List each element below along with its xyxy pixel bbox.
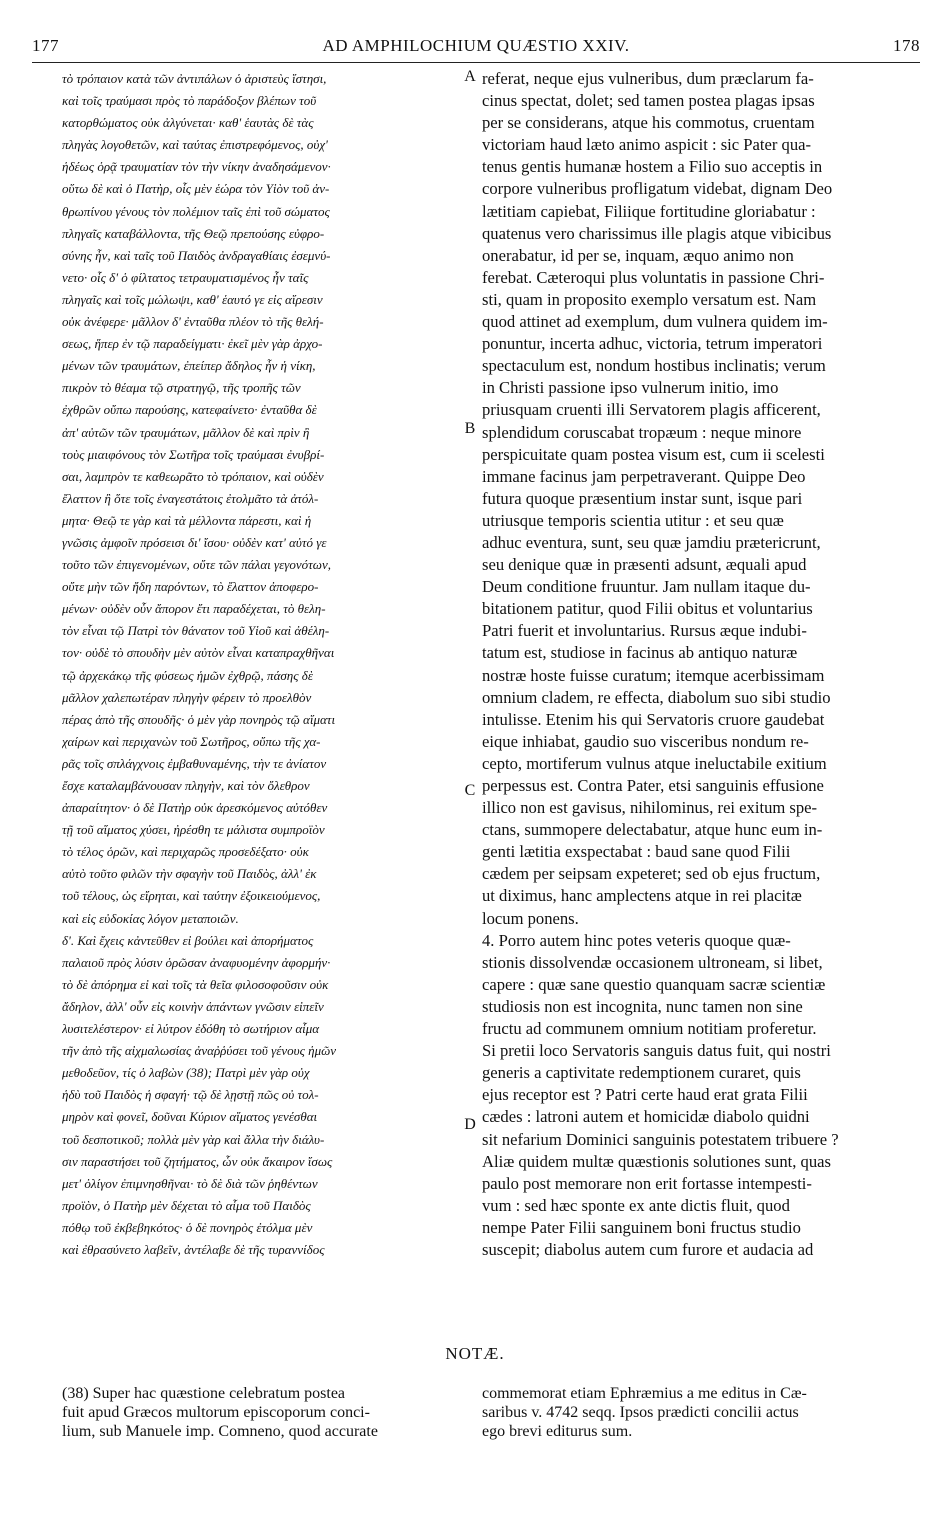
greek-text-line: αὐτὸ τοῦτο φιλῶν τὴν σφαγὴν τοῦ Παιδὸς, ἀλλ' ἐκ bbox=[62, 866, 317, 882]
greek-text-line: ἄδηλον, ἀλλ' οὖν εἰς κοινὴν ἁπάντων γνῶσιν εἰπεῖν bbox=[62, 998, 324, 1014]
note-text-line: lium, sub Manuele imp. Comneno, quod accurate bbox=[62, 1423, 378, 1440]
latin-text-line: victoriam haud læto animo aspicit : sic Pater qua- bbox=[482, 135, 812, 155]
greek-text-line: τοῦ τέλους, ὡς εἴρηται, καὶ ταύτην ἐξοικειούμενος, bbox=[62, 888, 321, 904]
latin-text-line: utriusque temporis scientia utitur : et seu quæ bbox=[482, 510, 784, 530]
greek-text-line: οὕτω δὲ καὶ ὁ Πατὴρ, οἷς μὲν ἑώρα τὸν Υἱὸν τοῦ ἀν- bbox=[62, 181, 330, 197]
latin-text-line: vum : sed hæc sponte ex ante dictis fluit, quod bbox=[482, 1195, 790, 1215]
greek-text-line: ἀπ' αὐτῶν τῶν τραυμάτων, μᾶλλον δὲ καὶ πρὶν ἢ bbox=[62, 424, 310, 440]
greek-text-line: τῇ τοῦ αἵματος χύσει, ἠρέσθη τε μάλιστα συμπροϊὸν bbox=[62, 822, 325, 838]
greek-text-line: ρᾶς τοῖς σπλάγχνοις ἐμβαθυναμένης, τὴν τε ἀνίατον bbox=[62, 755, 327, 771]
latin-text-line: lætitiam capiebat, Filiique fortitudine gloriabatur : bbox=[482, 201, 816, 221]
latin-text-line: nempe Pater Filii sanguinem boni fructus studio bbox=[482, 1217, 801, 1237]
latin-text-line: cepto, mortiferum vulnus atque ineluctabile exitium bbox=[482, 753, 827, 773]
latin-text-line: bitationem patitur, quod Filii obitus et voluntarius bbox=[482, 599, 813, 619]
page-header bbox=[32, 36, 920, 63]
latin-text-line: generis a captivitate redemptionem curaret, quis bbox=[482, 1063, 801, 1083]
greek-text-line: γνῶσις ἀμφοῖν πρόσεισι δι' ἴσου· οὐδὲν κατ' αὐτό γε bbox=[62, 534, 327, 550]
latin-text-line: capere : quæ sane questio quanquam sacræ scientiæ bbox=[482, 974, 826, 994]
latin-text-line: cædem per seipsam expeteret; sed ob ejus fructum, bbox=[482, 864, 821, 884]
greek-text-line: ἀπαραίτητον· ὁ δὲ Πατὴρ οὐκ ἀρεσκόμενος αὐτόθεν bbox=[62, 800, 328, 816]
latin-text-line: ut diximus, hanc amplectens atque in rei placitæ bbox=[482, 886, 802, 906]
greek-text-line: καὶ ἐθρασύνετο λαβεῖν, ἀντέλαβε δὲ τῆς τυραννίδος bbox=[62, 1241, 325, 1257]
greek-column bbox=[62, 68, 460, 1261]
latin-text-line: eique inhiabat, gaudio suo visceribus nondum re- bbox=[482, 731, 809, 751]
greek-text-line: σεως, ἥπερ ἐν τῷ παραδείγματι· ἐκεῖ μὲν γὰρ ἀρχο- bbox=[62, 336, 323, 352]
latin-text-line: Patri fuerit et involuntarius. Rursus æque indubi- bbox=[482, 621, 807, 641]
notes-heading: NOTÆ. bbox=[445, 1344, 505, 1363]
greek-text-line: ἡδέως ὁρᾷ τραυματίαν τὸν τὴν νίκην ἀναδησάμενον· bbox=[62, 159, 331, 175]
greek-text-line: πόθῳ τοῦ ἐκβεβηκότος· ὁ δὲ πονηρὸς ἐτόλμα μὲν bbox=[62, 1219, 313, 1235]
greek-text-line: πληγαῖς καταβάλλοντα, τῆς Θεῷ πρεπούσης εὐφρο- bbox=[62, 225, 325, 241]
latin-text-line: ponuntur, incerta adhuc, victoria, tetrum imperatori bbox=[482, 334, 823, 354]
latin-text-line: fructu ad communem omnium notitiam proferetur. bbox=[482, 1019, 817, 1039]
page-number-right: 178 bbox=[893, 36, 920, 55]
greek-text-line: κατορθώματος οὐκ ἀλγύνεται· καθ' ἑαυτὰς δὲ τὰς bbox=[62, 115, 314, 131]
latin-column bbox=[482, 68, 922, 1261]
latin-text-line: priusquam cruenti illi Servatorem plagis afficerent, bbox=[482, 400, 821, 420]
latin-text-line: tatum est, studiose in facinus ab antiquo naturæ bbox=[482, 643, 798, 663]
latin-text-line: Aliæ quidem multæ quæstionis solutiones sunt, quas bbox=[482, 1151, 831, 1171]
section-marker-c: C bbox=[464, 782, 476, 799]
notes-left-column bbox=[62, 1384, 460, 1441]
greek-text-line: ἡδὺ τοῦ Παιδὸς ἡ σφαγή· τῷ δὲ λῃστῇ πῶς οὐ τολ- bbox=[62, 1087, 319, 1103]
greek-text-line: μητα· Θεῷ τε γὰρ καὶ τὰ μέλλοντα πάρεστι, καὶ ἡ bbox=[62, 512, 312, 528]
latin-text-line: illico non est gavisus, nihilominus, rei exitum spe- bbox=[482, 798, 818, 818]
greek-text-line: οὐκ ἀνέφερε· μᾶλλον δ' ἐνταῦθα πλέον τὸ τῆς θελή- bbox=[62, 314, 324, 330]
latin-text-line: onerabatur, id per se, inquam, æquo animo non bbox=[482, 245, 794, 265]
latin-text-line: genti lætitia exspectabat : baud sane quod Filii bbox=[482, 842, 791, 862]
note-text-line: (38) Super hac quæstione celebratum postea bbox=[62, 1385, 346, 1402]
notes-right-column bbox=[482, 1384, 922, 1441]
latin-text-line: perpessus est. Contra Pater, etsi sanguinis effusione bbox=[482, 776, 824, 795]
page-number-left: 177 bbox=[32, 36, 59, 55]
greek-text-line: τὸ τέλος ὁρῶν, καὶ περιχαρῶς προσεδέξατο· οὐκ bbox=[62, 844, 309, 860]
greek-text-line: μένων τῶν τραυμάτων, ἐπείπερ ἄδηλος ἦν ἡ νίκη, bbox=[62, 358, 316, 374]
greek-text-line: οὔτε μὴν τῶν ἤδη παρόντων, τὸ ἔλαττον ἀποφερο- bbox=[62, 579, 319, 595]
greek-text-line: τῆν ἀπὸ τῆς αἰχμαλωσίας ἀναῤῥύσει τοῦ γένους ἡμῶν bbox=[62, 1043, 337, 1059]
greek-text-line: μηρὸν καὶ φονεῖ, δοῦναι Κύριον αἵματος γενέσθαι bbox=[62, 1109, 318, 1125]
greek-text-line: σύνης ἦν, καὶ ταῖς τοῦ Παιδὸς ἀνδραγαθίαις ἐσεμνύ- bbox=[62, 247, 331, 263]
latin-text-line: corpore vulneribus profligatum videbat, dignam Deo bbox=[482, 179, 833, 199]
greek-text-line: τοὺς μιαιφόνους τὸν Σωτῆρα τοῖς τραύμασι ἐνυβρί- bbox=[62, 446, 325, 462]
greek-text-line: ἔσχε καταλαμβάνουσαν πληγὴν, καὶ τὸν ὄλεθρον bbox=[62, 778, 310, 793]
greek-text-line: μένων· οὐδὲν οὖν ἄπορον ἔτι παραδέχεται, τὸ θελη- bbox=[62, 601, 326, 617]
latin-text-line: tenus gentis humanæ hostem a Filio suo acceptis in bbox=[482, 157, 823, 177]
latin-text-line: perspicuitate quam postea visum est, cum ii scelesti bbox=[482, 444, 825, 464]
latin-text-line: immane facinus jam perpetraverant. Quippe Deo bbox=[482, 466, 806, 486]
greek-text-line: ἐχθρῶν οὔπω παρούσης, κατεφαίνετο· ἐνταῦθα δὲ bbox=[62, 402, 317, 418]
greek-text-line: σαι, λαμπρὸν τε καθεωρᾶτο τὸ τρόπαιον, καὶ οὐδὲν bbox=[62, 468, 324, 484]
greek-text-line: νετο· οἷς δ' ὁ φίλτατος τετραυματισμένος ἦν ταῖς bbox=[62, 269, 309, 285]
greek-text-line: πέρας ἀπὸ τῆς σπουδῆς· ὁ μὲν γὰρ πονηρὸς τῷ αἵματι bbox=[62, 711, 336, 727]
greek-text-line: πληγαῖς καὶ τοῖς μώλωψι, καθ' ἑαυτό γε εἰς αἵρεσιν bbox=[62, 291, 323, 307]
latin-text-line: spectaculum est, nondum hostibus inclinatis; verum bbox=[482, 356, 826, 376]
greek-text-line: λυσιτελέστερον· εἰ λύτρον ἐδόθη τὸ σωτήριον αἷμα bbox=[62, 1021, 320, 1037]
greek-text-line: θρωπίνου γένους τὸν πολέμιον ταῖς ἐπὶ τοῦ σώματος bbox=[62, 203, 330, 219]
latin-text-line: referat, neque ejus vulneribus, dum præclarum fa- bbox=[482, 69, 814, 88]
latin-text-line: suscepit; diabolus autem cum furore et audacia ad bbox=[482, 1239, 814, 1259]
greek-text-line: παλαιοῦ πρὸς λύσιν ὁρῶσαν ἀναφυομένην ἀφορμήν· bbox=[62, 954, 331, 970]
latin-text-line: ejus receptor est ? Patri certe haud erat grata Filii bbox=[482, 1085, 808, 1105]
greek-text-line: δ'. Καὶ ἔχεις κἀντεῦθεν εἰ βούλει καὶ ἀπορήματος bbox=[62, 932, 314, 948]
latin-text-line: intulisse. Etenim his qui Servatoris cruore gaudebat bbox=[482, 709, 825, 729]
note-text-line: fuit apud Græcos multorum episcoporum conci- bbox=[62, 1404, 370, 1421]
section-marker-b: B bbox=[464, 420, 476, 437]
latin-text-line: seu denique quæ in præsenti adsunt, æquali apud bbox=[482, 555, 807, 575]
note-text-line: saribus v. 4742 seqq. Ipsos prædicti concilii actus bbox=[482, 1404, 799, 1421]
note-text-line: ego brevi editurus sum. bbox=[482, 1423, 633, 1440]
latin-text-line: cinus spectat, dolet; sed tamen postea plagas ipsas bbox=[482, 91, 815, 111]
greek-text-line: τὸ τρόπαιον κατὰ τῶν ἀντιπάλων ὁ ἀριστεὺς ἵστησι, bbox=[62, 71, 327, 86]
greek-text-line: τοῦ δεσποτικοῦ; πολλὰ μὲν γὰρ καὶ ἄλλα τὴν διάλυ- bbox=[62, 1131, 325, 1147]
latin-text-line: omnium cladem, re effecta, diabolum suo sibi studio bbox=[482, 687, 831, 707]
greek-text-line: πικρὸν τὸ θέαμα τῷ στρατηγῷ, τῆς τροπῆς τῶν bbox=[62, 380, 301, 396]
latin-text-line: per se considerans, atque his commotus, cruentam bbox=[482, 113, 815, 133]
latin-text-line: studiosis non est incognita, nunc tamen non sine bbox=[482, 996, 803, 1016]
greek-text-line: σιν παραστήσει τοῦ ζητήματος, ὧν οὐκ ἄκαιρον ἴσως bbox=[62, 1153, 333, 1169]
note-text-line: commemorat etiam Ephræmius a me editus in Cæ- bbox=[482, 1385, 807, 1402]
latin-text-line: splendidum coruscabat tropæum : neque minore bbox=[482, 422, 802, 442]
greek-text-line: μεθοδεῦον, τίς ὁ λαβὼν (38); Πατρὶ μὲν γὰρ οὐχ bbox=[62, 1065, 310, 1081]
greek-text-line: καὶ τοῖς τραύμασι πρὸς τὸ παράδοξον βλέπων τοῦ bbox=[62, 93, 317, 109]
latin-text-line: sit nefarium Dominici sanguinis potestatem tribuere ? bbox=[482, 1129, 839, 1149]
greek-text-line: τον· οὐδὲ τὸ σπουδὴν μὲν αὐτὸν εἶναι καταπραχθῆναι bbox=[62, 645, 335, 661]
latin-text-line: cædes : latroni autem et homicidæ diabolo quidni bbox=[482, 1107, 810, 1127]
latin-text-line: paulo post memorare non erit fortasse intempesti- bbox=[482, 1173, 812, 1193]
latin-text-line: Si pretii loco Servatoris sanguis datus fuit, qui nostri bbox=[482, 1041, 831, 1061]
latin-text-line: ctans, summopere delectabatur, atque hunc eum in- bbox=[482, 820, 823, 840]
latin-text-line: adhuc eventura, sunt, seu quæ jamdiu prætericrunt, bbox=[482, 532, 821, 552]
greek-text-line: καὶ εἰς εὐδοκίας λόγον μεταποιῶν. bbox=[62, 910, 239, 926]
latin-text-line: stionis dissolvendæ occasionem ultroneam, si libet, bbox=[482, 952, 823, 972]
greek-text-line: πληγὰς λογοθετῶν, καὶ ταύτας ἐπιστρεφόμενος, οὐχ' bbox=[62, 137, 328, 153]
greek-text-line: προϊὸν, ὁ Πατὴρ μὲν δέχεται τὸ αἷμα τοῦ Παιδὸς bbox=[62, 1197, 311, 1213]
greek-text-line: χαίρων καὶ περιχανὼν τοῦ Σωτῆρος, οὔπω τῆς χα- bbox=[62, 733, 321, 749]
greek-text-line: ἔλαττον ἢ ὅτε τοῖς ἐναγεστάτοις ἐτολμᾶτο τὰ ἀτόλ- bbox=[62, 490, 319, 506]
latin-text-line: futura quoque præsentium instar sunt, isque pari bbox=[482, 488, 803, 508]
section-marker-d: D bbox=[464, 1116, 476, 1133]
greek-text-line: τὸν εἶναι τῷ Πατρὶ τὸν θάνατον τοῦ Υἱοῦ καὶ ἀθέλη- bbox=[62, 623, 330, 639]
latin-text-line: sti, quam in proposito exemplo versatum est. Nam bbox=[482, 289, 817, 309]
latin-text-line: in Christi passione ipso vulnerum initio, imo bbox=[482, 378, 779, 398]
latin-text-line: Deum conditione fruuntur. Jam nullam itaque du- bbox=[482, 577, 811, 597]
latin-text-line: ferebat. Cæteroqui plus voluntatis in passione Chri- bbox=[482, 267, 825, 287]
greek-text-line: μᾶλλον χαλεπωτέραν πληγὴν φέρειν τὸ προελθὸν bbox=[62, 689, 312, 705]
latin-text-line: quatenus vero charissimus ille plagis atque vibicibus bbox=[482, 223, 832, 243]
latin-text-line: nostræ hoste fuisse curatum; itemque acerbissimam bbox=[482, 665, 825, 685]
greek-text-line: τοῦτο τῶν ἐπιγενομένων, οὔτε τῶν πάλαι γεγονότων, bbox=[62, 557, 331, 573]
latin-text-line: quod attinet ad exemplum, dum vulnera quidem im- bbox=[482, 312, 828, 332]
latin-text-line: 4. Porro autem hinc potes veteris quoque quæ- bbox=[482, 930, 791, 950]
greek-text-line: μετ' ὀλίγον ἐπιμνησθῆναι· τὸ δὲ διὰ τῶν ῥηθέντων bbox=[62, 1175, 318, 1191]
section-marker-a: A bbox=[464, 68, 476, 85]
running-title: AD AMPHILOCHIUM QUÆSTIO XXIV. bbox=[322, 36, 630, 55]
greek-text-line: τὸ δὲ ἀπόρημα εἰ καὶ τοῖς τὰ θεῖα φιλοσοφοῦσιν οὐκ bbox=[62, 976, 329, 992]
latin-text-line: locum ponens. bbox=[482, 908, 579, 928]
greek-text-line: τῷ ἀρχεκάκῳ τῆς φύσεως ἡμῶν ἐχθρῷ, πάσης δὲ bbox=[62, 667, 313, 683]
